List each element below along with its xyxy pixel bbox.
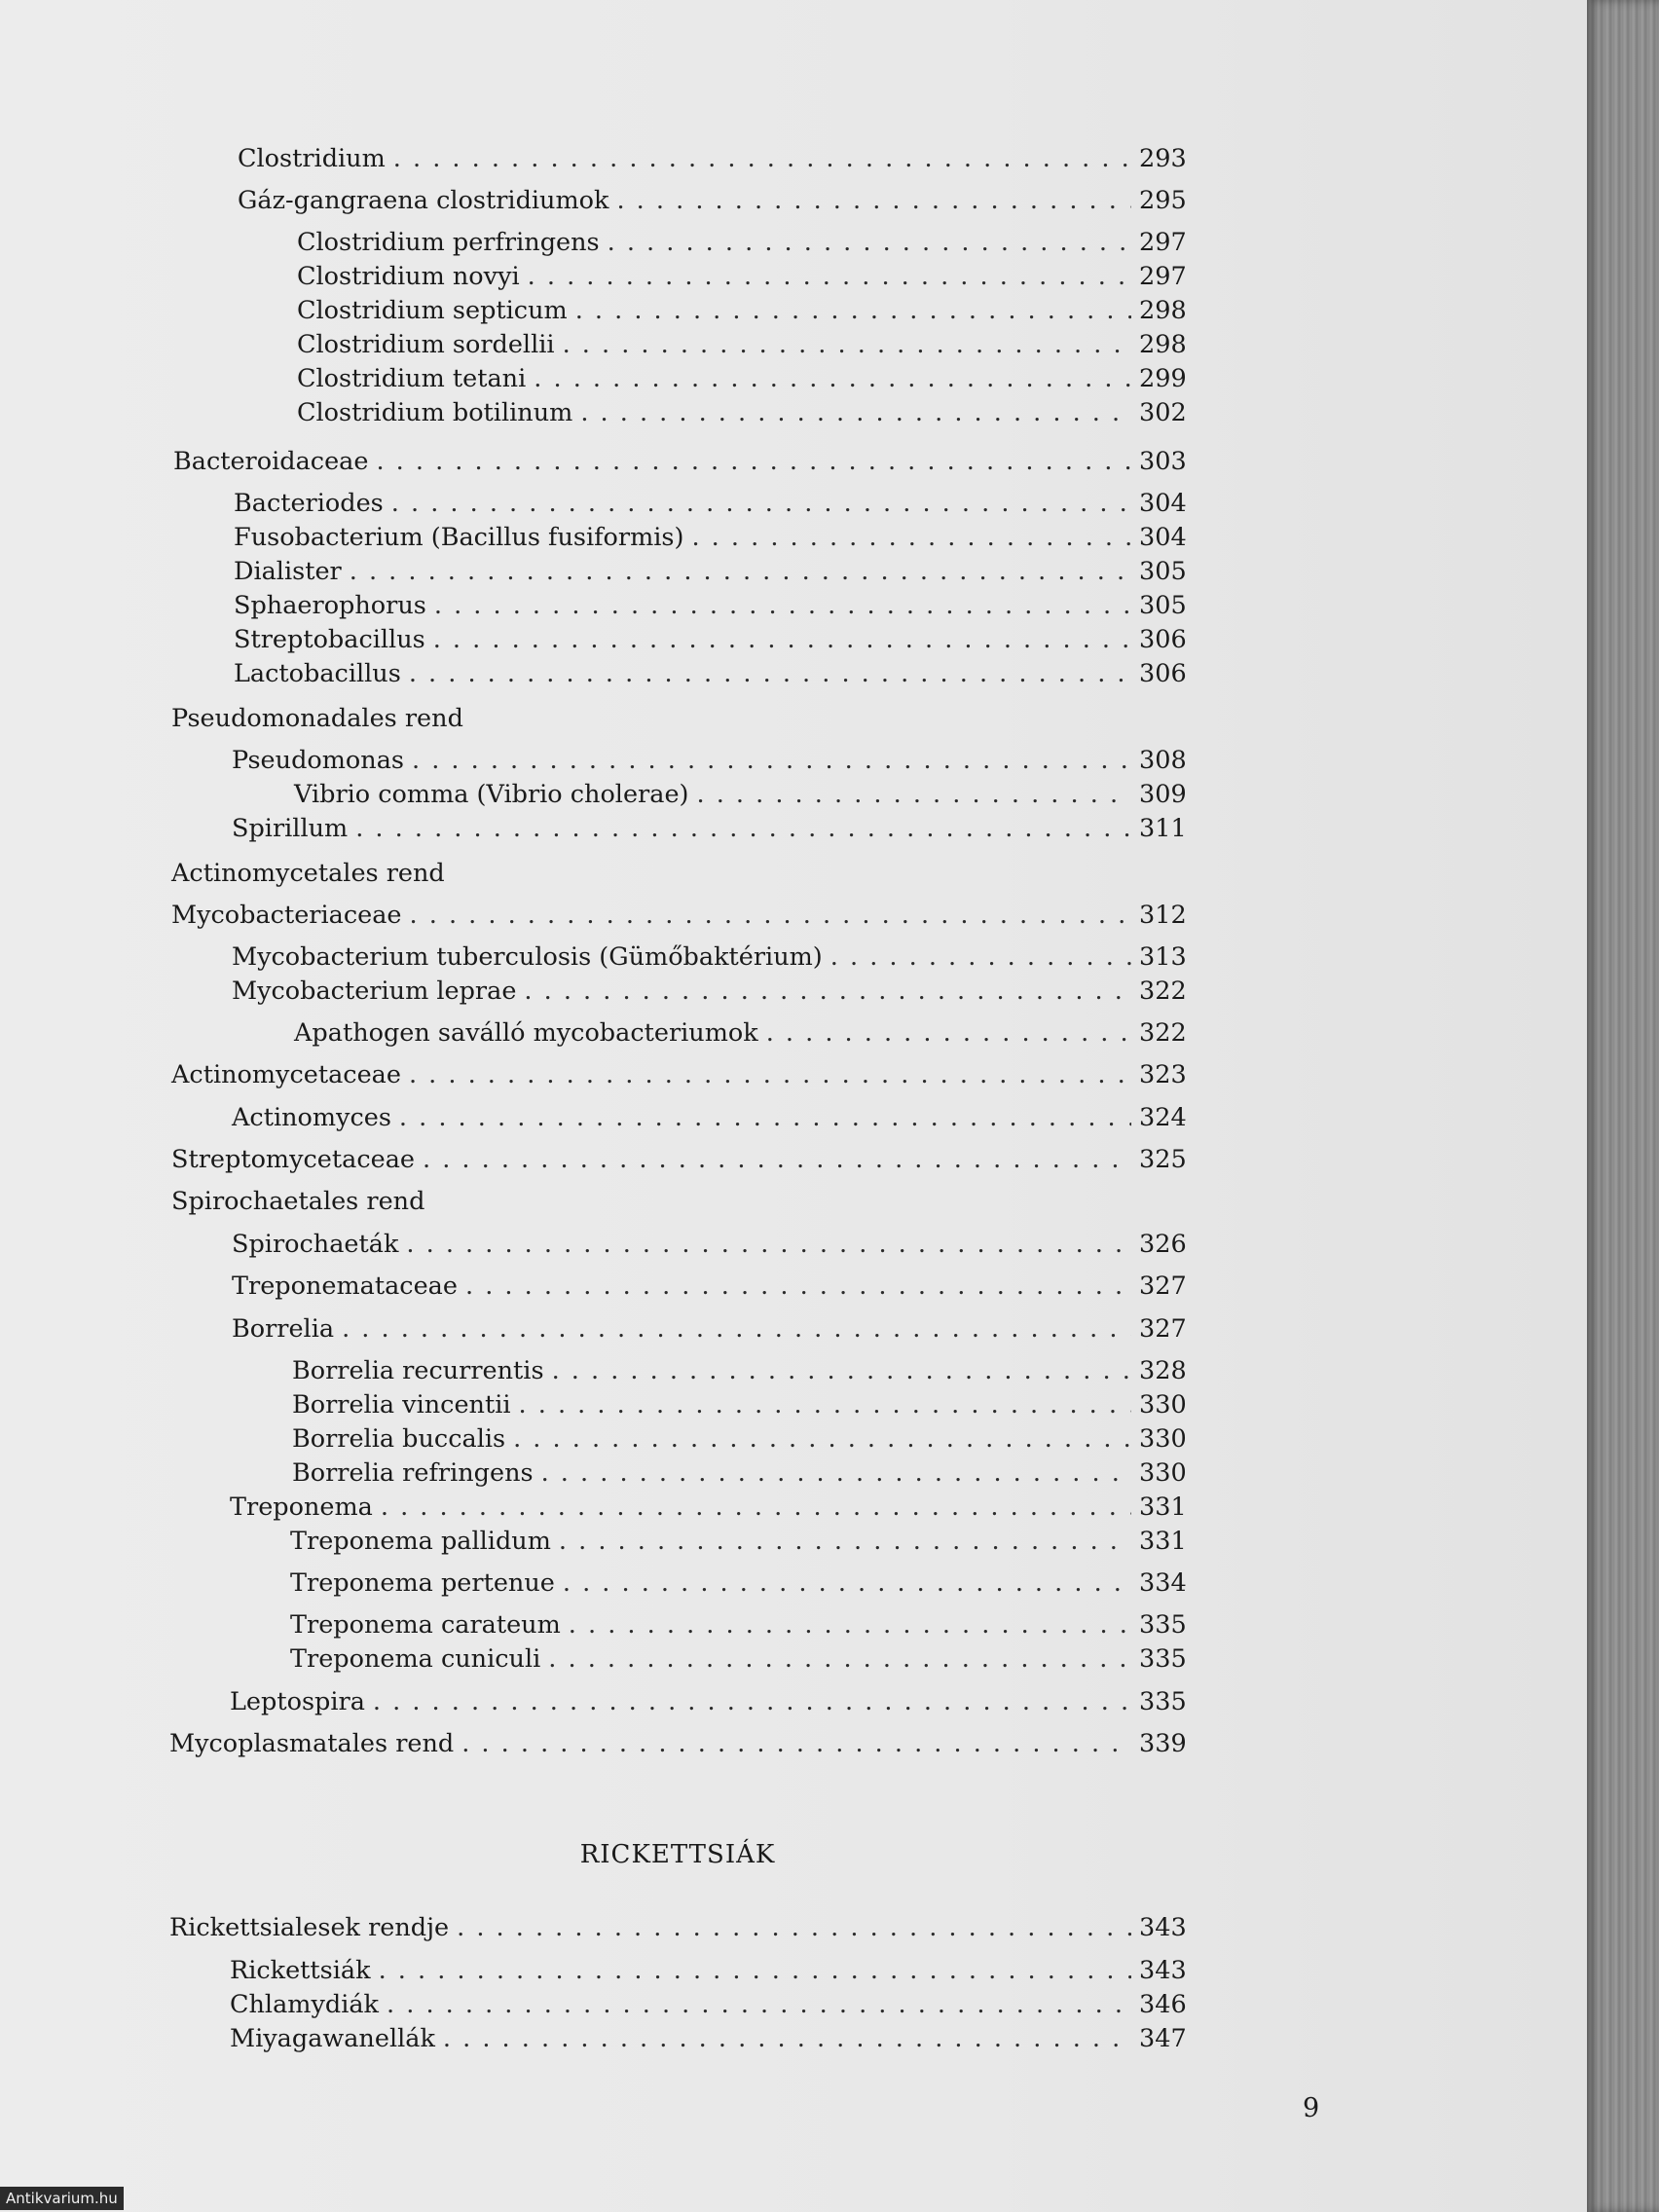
- toc-heading: Actinomycetales rend: [171, 859, 445, 888]
- toc-entry: Mycobacterium tuberculosis (Gümőbaktérium) . . . 313: [232, 940, 1186, 975]
- toc-entry: Streptomycetaceae . . . 325: [171, 1142, 1186, 1177]
- toc-entry: Mycobacteriaceae . . . 312: [171, 898, 1186, 933]
- toc-entry: Treponema carateum . . . 335: [290, 1607, 1186, 1642]
- toc-entry: Fusobacterium (Bacillus fusiformis) . . . 304: [234, 520, 1186, 555]
- section-title: RICKETTSIÁK: [579, 1840, 776, 1869]
- toc-entry: Sphaerophorus . . . 305: [234, 588, 1186, 623]
- toc-entry: Rickettsialesek rendje . . . 343: [169, 1910, 1186, 1945]
- toc-entry: Vibrio comma (Vibrio cholerae) . . . 309: [294, 777, 1186, 812]
- toc-heading: Spirochaetales rend: [171, 1187, 425, 1216]
- toc-entry: Actinomycetaceae . . . 323: [171, 1057, 1186, 1092]
- toc-entry: Mycoplasmatales rend . . . 339: [169, 1726, 1186, 1761]
- toc-entry: Lactobacillus . . . 306: [234, 656, 1186, 691]
- toc-entry: Bacteriodes . . . 304: [234, 486, 1186, 521]
- toc-entry: Treponema . . . 331: [230, 1490, 1186, 1525]
- toc-entry: Borrelia recurrentis . . . 328: [292, 1353, 1186, 1388]
- toc-entry: Streptobacillus . . . 306: [234, 622, 1186, 657]
- toc-entry: Treponema cuniculi . . . 335: [290, 1641, 1186, 1677]
- toc-entry: Treponemataceae . . . 327: [232, 1269, 1186, 1304]
- toc-entry: Borrelia refringens . . . 330: [292, 1456, 1186, 1491]
- toc-entry: Dialister . . . 305: [234, 554, 1186, 589]
- toc-entry: Mycobacterium leprae . . . 322: [232, 974, 1186, 1009]
- toc-entry: Actinomyces . . . 324: [232, 1100, 1186, 1135]
- toc-entry: Clostridium . . . 293: [238, 141, 1186, 176]
- toc-entry: Spirochaeták . . . 326: [232, 1227, 1186, 1262]
- toc-entry: Clostridium botilinum . . . 302: [297, 395, 1186, 430]
- toc-entry: Clostridium septicum . . . 298: [297, 293, 1186, 328]
- toc-entry: Spirillum . . . 311: [232, 811, 1186, 846]
- toc-entry: Miyagawanellák . . . 347: [230, 2021, 1186, 2056]
- toc-entry: Pseudomonas . . . 308: [232, 743, 1186, 778]
- toc-entry: Borrelia buccalis . . . 330: [292, 1421, 1186, 1456]
- toc-entry: Treponema pertenue . . . 334: [290, 1566, 1186, 1601]
- toc-entry: Clostridium novyi . . . 297: [297, 259, 1186, 294]
- page-number: 9: [1303, 2093, 1320, 2123]
- toc-entry: Gáz-gangraena clostridiumok . . . 295: [238, 183, 1186, 218]
- toc-entry: Clostridium perfringens . . . 297: [297, 225, 1186, 260]
- toc-entry: Treponema pallidum . . . 331: [290, 1524, 1186, 1559]
- toc-entry: Leptospira . . . 335: [230, 1684, 1186, 1719]
- toc-entry: Rickettsiák . . . 343: [230, 1953, 1186, 1988]
- toc-entry: Bacteroidaceae . . . 303: [173, 444, 1186, 479]
- toc-heading: Pseudomonadales rend: [171, 704, 463, 733]
- watermark: Antikvarium.hu: [0, 2187, 124, 2210]
- toc-entry: Clostridium tetani . . . 299: [297, 361, 1186, 396]
- page-edge: [1587, 0, 1659, 2212]
- toc-entry: Apathogen saválló mycobacteriumok . . . 322: [294, 1015, 1186, 1051]
- toc-entry: Chlamydiák . . . 346: [230, 1987, 1186, 2022]
- toc-entry: Clostridium sordellii . . . 298: [297, 327, 1186, 362]
- toc-entry: Borrelia . . . 327: [232, 1311, 1186, 1346]
- toc-entry: Borrelia vincentii . . . 330: [292, 1387, 1186, 1422]
